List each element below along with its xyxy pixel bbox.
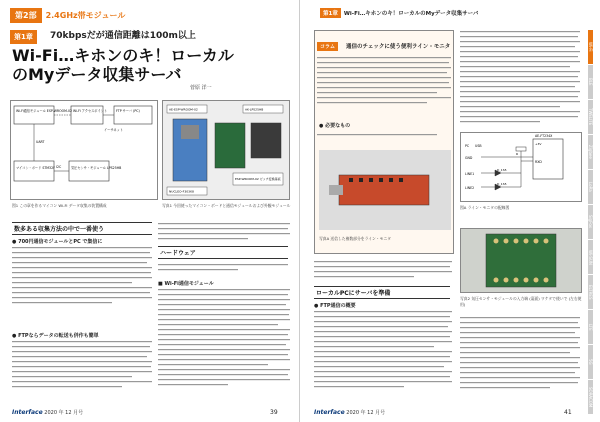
column-photo-caption: 写真A 送信した複数部分をライン・モニタ: [319, 236, 392, 241]
column-tag: コラム: [317, 42, 338, 51]
side-tab-6: Wi-SUN: [588, 240, 593, 274]
circuit-d2-label: D_1S5: [497, 182, 507, 186]
text-lines-placeholder: [158, 288, 292, 398]
circuit-diagram: [460, 132, 582, 202]
text-lines-placeholder: [317, 56, 453, 116]
circuit-gnd-label: GND: [465, 156, 473, 160]
left-footer: [12, 409, 83, 416]
circuit-pc-label: PC: [465, 144, 470, 148]
fig-wifi-module: Wi-Fi通信モジュール ESP-WROOM-02: [16, 109, 73, 113]
title-line-1: Wi-Fi…キホンのキ！ローカル: [12, 46, 234, 65]
text-lines-placeholder: [317, 132, 453, 142]
part-header: [10, 8, 125, 22]
circuit-rxd-label: RXD: [535, 160, 542, 164]
line-monitor-schematic: [461, 133, 581, 201]
fig-ethernet: イーサネット: [104, 128, 123, 132]
text-lines-placeholder: [12, 246, 154, 336]
figure-1-diagram: [10, 100, 158, 200]
body-text-r2: [314, 310, 454, 400]
bullet-heading-r1: ● FTP通信の概要: [314, 303, 356, 309]
author: 菅原 洋一: [190, 85, 212, 91]
column-sidebar: [314, 30, 454, 254]
body-text-r1: [314, 260, 454, 282]
circuit-usb-label: USB: [475, 144, 482, 148]
photo-2: [460, 228, 582, 293]
right-footer: [314, 409, 385, 416]
page-number-right: 41: [564, 409, 572, 416]
hardware-photo: [163, 101, 289, 199]
fig-uart: UART: [36, 140, 45, 144]
body-text-2: [12, 340, 154, 400]
side-tab-10: SORACOM: [588, 380, 593, 414]
footer-date-right: 2020 年 12 月号: [346, 410, 386, 416]
right-running-header: [320, 8, 478, 18]
body-text-1: [12, 246, 154, 336]
circuit-line1-label: LINE1: [465, 172, 475, 176]
circuit-vcc-label: +3V: [535, 142, 542, 146]
fig-ftp-server: FTP サーバ (PC): [116, 109, 140, 113]
text-lines-placeholder: [314, 310, 454, 400]
circuit-resistor-label: R: [516, 152, 519, 156]
right-page: [300, 0, 600, 422]
side-tab-4: LoRa: [588, 170, 593, 204]
side-tab-1: BLE: [588, 65, 593, 99]
running-chapter: 第1章: [320, 8, 341, 18]
photo-label-c: NUCLEO-F303K8: [169, 189, 194, 194]
text-lines-placeholder: [12, 340, 154, 400]
part-label: 第2部: [10, 8, 42, 23]
circuit-caption: 図A ライン・モニタの配線図: [460, 205, 510, 210]
side-tab-3: Zigbee: [588, 135, 593, 169]
text-lines-placeholder: [158, 222, 292, 244]
photo-2-caption: 写真2 気圧センサ・モジュールの入力端 (裏面) ワケタで使いで (左右使用): [460, 296, 582, 307]
side-tab-7: ELTRES: [588, 275, 593, 309]
body-text-3: [158, 222, 292, 244]
side-tab-9: 5G: [588, 345, 593, 379]
photo-label-a: AE-ESP-WROOM-02: [169, 107, 198, 112]
ft234x-photo: [319, 150, 451, 230]
part-name: 2.4GHz帯モジュール: [45, 10, 126, 20]
text-lines-placeholder: [314, 260, 454, 282]
footer-brand: Interface: [12, 409, 43, 416]
chapter-badge: 第1章: [10, 30, 37, 44]
photo-label-b: AK-LPS25HB: [245, 107, 264, 112]
article-subtitle: 70kbpsだが通信距離は100m以上: [50, 31, 196, 41]
article-title: [12, 46, 234, 84]
side-tab-5: SigFox: [588, 205, 593, 239]
side-tab-2: TWELITE: [588, 100, 593, 134]
bullet-heading-3: ■ Wi-Fi通信モジュール: [158, 281, 214, 287]
bullet-heading-1: ● 700円通信モジュールとPC で集信に: [12, 239, 103, 245]
column-head: [315, 31, 453, 54]
block-diagram: [11, 101, 157, 199]
photo-label-d: ESP-WROOM-02 ピッチ変換基板: [235, 177, 281, 181]
footer-date: 2020 年 12 月号: [44, 410, 84, 416]
side-tab-0: Wi-Fi: [588, 30, 593, 64]
circuit-module-label: AE-FT234X: [535, 134, 553, 138]
side-index-tabs: [588, 30, 600, 415]
section-heading-1: 数多ある収集方法の中で一番使う: [12, 222, 152, 235]
fig-microcontroller: マイコン・ボード STM32F: [16, 166, 55, 170]
side-tab-8: LTE: [588, 310, 593, 344]
footer-brand-right: Interface: [314, 409, 345, 416]
photo-1: [162, 100, 290, 200]
body-text-4: [158, 262, 292, 274]
section-heading-2: ハードウェア: [158, 246, 288, 259]
body-text-r3: [460, 316, 582, 400]
body-text-5: [158, 288, 292, 398]
fig-lps-module: 気圧センサ・モジュール LPS25HB: [71, 166, 122, 170]
fig-access-point: Wi-Fi アクセスポイント: [73, 109, 108, 113]
title-line-2: のMyデータ収集サーバ: [12, 65, 182, 84]
column-title: 通信のチェックに使う便利ライン・モニタ: [346, 44, 451, 50]
text-lines-placeholder: [460, 316, 582, 400]
photo-1-caption: 写真1 今回使ったマイコン・ボードと通信モジュールおよび外観モジュール: [162, 203, 291, 208]
page-number-left: 39: [270, 409, 278, 416]
section-heading-3: ローカルPCにサーバを準備: [314, 286, 450, 299]
running-title: Wi-Fi…キホンのキ！ローカルのMyデータ収集サーバ: [343, 11, 479, 17]
column-bullet: ● 必要なもの: [319, 123, 351, 129]
figure-1-caption: 図1 この章を作るマイコン Wi-Fi データ収集の装置構成: [12, 203, 107, 208]
column-text-right: [460, 30, 582, 130]
text-lines-placeholder: [460, 30, 582, 130]
circuit-d1-label: D_1S5: [497, 168, 507, 172]
circuit-line2-label: LINE2: [465, 186, 475, 190]
fig-i2c: I2C: [56, 165, 62, 169]
bullet-heading-2: ● FTPならデータの転送も併作も簡単: [12, 333, 99, 339]
text-lines-placeholder: [158, 262, 292, 274]
sensor-board-photo: [461, 229, 581, 292]
